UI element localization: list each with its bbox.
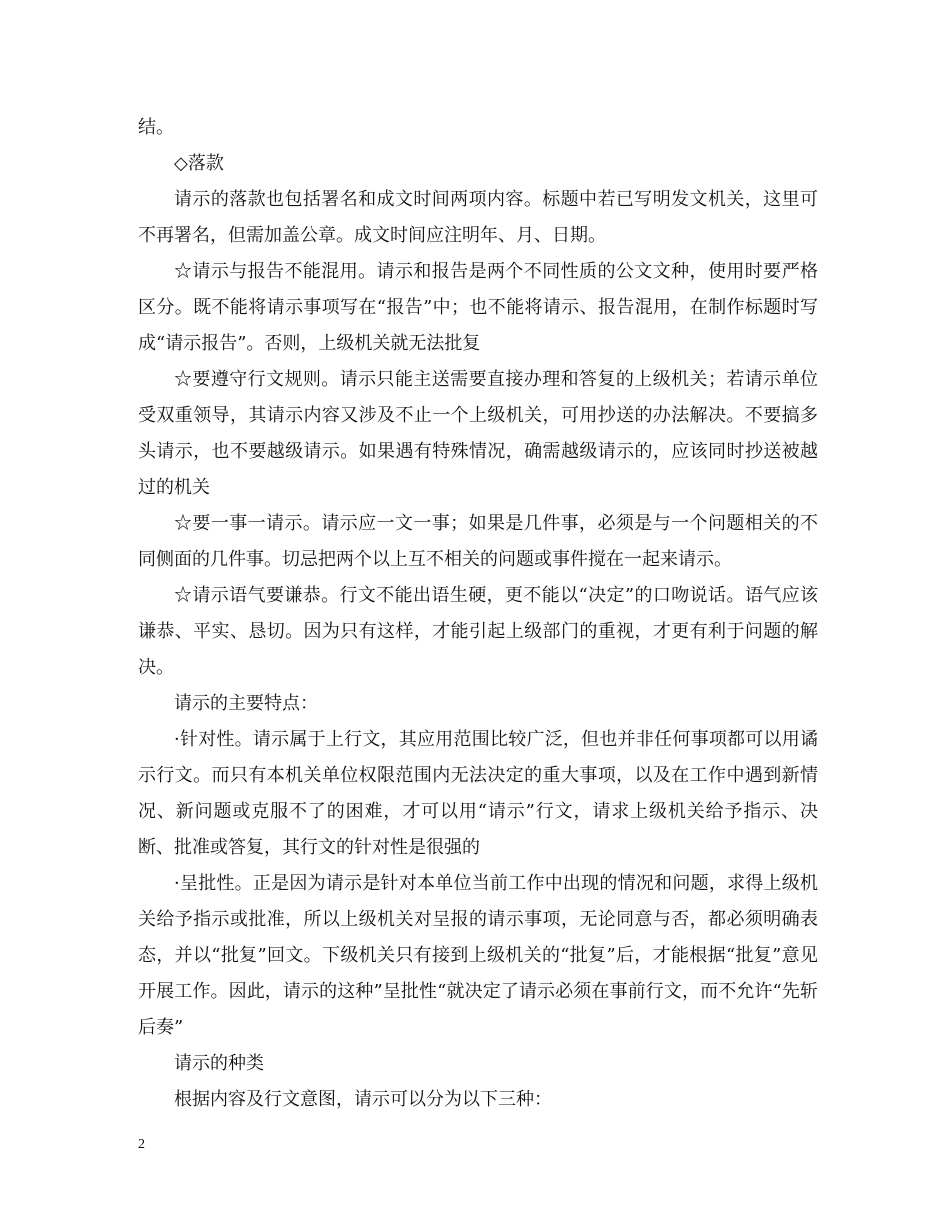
document-body	[138, 110, 818, 1118]
paragraph-rules: ☆要遵守行文规则。请示只能主送需要直接办理和答复的上级机关；若请示单位受双重领导，其请示内容又涉及不止一个上级机关，可用抄送的办法解决。不要搞多头请示，也不要越级请示。如果遇有特殊情况，确需越级请示的，应该同时抄送被越过的机关	[138, 369, 818, 498]
paragraph-approval: ·呈批性。正是因为请示是针对本单位当前工作中出现的情况和问题，求得上级机关给予指示或批准，所以上级机关对呈报的请示事项，无论同意与否，都必须明确表态，并以“批复”回文。下级机关只有接到上级机关的“批复”后，才能根据“批复”意见开展工作。因此，请示的这种”呈批性“就决定了请示必须在事前行文，而不允许“先斩后奏”	[138, 873, 818, 1038]
paragraph-types-intro: 根据内容及行文意图，请示可以分为以下三种：	[174, 1089, 552, 1110]
paragraph-signature: 请示的落款也包括署名和成文时间两项内容。标题中若已写明发文机关，这里可不再署名，但需加盖公章。成文时间应注明年、月、日期。	[138, 189, 818, 246]
paragraph-one-matter: ☆要一事一请示。请示应一文一事；如果是几件事，必须是与一个问题相关的不同侧面的几件事。切忌把两个以上互不相关的问题或事件搅在一起来请示。	[138, 513, 818, 570]
paragraph-no-mixing: ☆请示与报告不能混用。请示和报告是两个不同性质的公文文种，使用时要严格区分。既不能将请示事项写在“报告”中；也不能将请示、报告混用，在制作标题时写成“请示报告”。否则，上级机关就无法批复	[138, 261, 818, 354]
paragraph-targeted: ·针对性。请示属于上行文，其应用范围比较广泛，但也并非任何事项都可以用谲示行文。而只有本机关单位权限范围内无法决定的重大事项，以及在工作中遇到新情况、新问题或克服不了的困难，才可以用“请示”行文，请求上级机关给予指示、决断、批准或答复，其行文的针对性是很强的	[138, 729, 818, 858]
paragraph-tone: ☆请示语气要谦恭。行文不能出语生硬，更不能以“决定”的口吻说话。语气应该谦恭、平实、恳切。因为只有这样，才能引起上级部门的重视，才更有利于问题的解决。	[138, 585, 818, 678]
page-number: 2	[138, 1137, 145, 1152]
heading-main-features: 请示的主要特点：	[174, 693, 318, 714]
section-heading-signature: ◇落款	[174, 153, 224, 174]
paragraph-continuation: 结。	[138, 117, 174, 138]
heading-types: 请示的种类	[174, 1053, 264, 1074]
